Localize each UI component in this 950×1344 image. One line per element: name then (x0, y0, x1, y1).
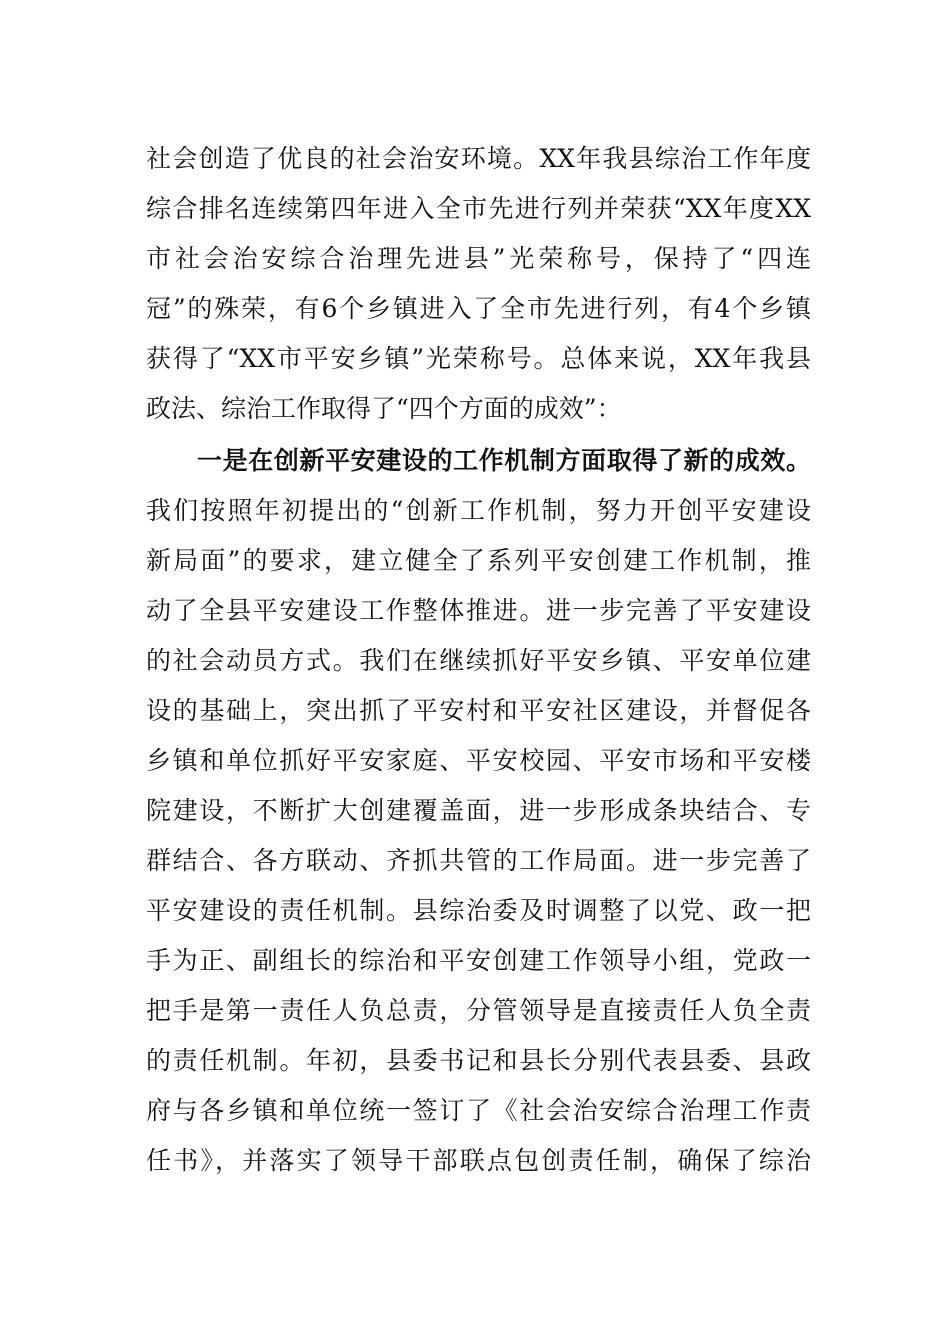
text-line: 政法、综治工作取得了“四个方面的成效”： (146, 394, 622, 423)
text-line: 动了全县平安建设工作整体推进。进一步完善了平安建设 (146, 596, 811, 625)
text-line: 任书》，并落实了领导干部联点包创责任制，确保了综治 (146, 1146, 811, 1175)
text-line: 的社会动员方式。我们在继续抓好平安乡镇、平安单位建 (146, 646, 811, 675)
section-heading: 一是在创新平安建设的工作机制方面取得了新的成效。 (197, 446, 811, 475)
text-line: 院建设，不断扩大创建覆盖面，进一步形成条块结合、专 (146, 796, 811, 825)
text-line: 群结合、各方联动、齐抓共管的工作局面。进一步完善了 (146, 846, 811, 875)
text-line: 社会创造了优良的社会治安环境。XX年我县综治工作年度 (146, 144, 811, 173)
text-line: 新局面”的要求，建立健全了系列平安创建工作机制，推 (146, 546, 811, 575)
text-line: 平安建设的责任机制。县综治委及时调整了以党、政一把 (146, 896, 811, 925)
text-line: 我们按照年初提出的“创新工作机制，努力开创平安建设 (146, 496, 811, 525)
text-line: 设的基础上，突出抓了平安村和平安社区建设，并督促各 (146, 696, 811, 725)
text-line: 的责任机制。年初，县委书记和县长分别代表县委、县政 (146, 1046, 811, 1075)
text-line: 市社会治安综合治理先进县”光荣称号，保持了“四连 (146, 244, 811, 273)
text-line: 获得了“XX市平安乡镇”光荣称号。总体来说，XX年我县 (146, 344, 811, 373)
text-line: 综合排名连续第四年进入全市先进行列并荣获“XX年度XX (146, 194, 811, 223)
text-line: 手为正、副组长的综治和平安创建工作领导小组，党政一 (146, 946, 811, 975)
text-line: 把手是第一责任人负总责，分管领导是直接责任人负全责 (146, 996, 811, 1025)
text-line: 冠”的殊荣，有6个乡镇进入了全市先进行列，有4个乡镇 (146, 294, 811, 323)
text-line: 乡镇和单位抓好平安家庭、平安校园、平安市场和平安楼 (146, 746, 811, 775)
text-line: 府与各乡镇和单位统一签订了《社会治安综合治理工作责 (146, 1096, 811, 1125)
